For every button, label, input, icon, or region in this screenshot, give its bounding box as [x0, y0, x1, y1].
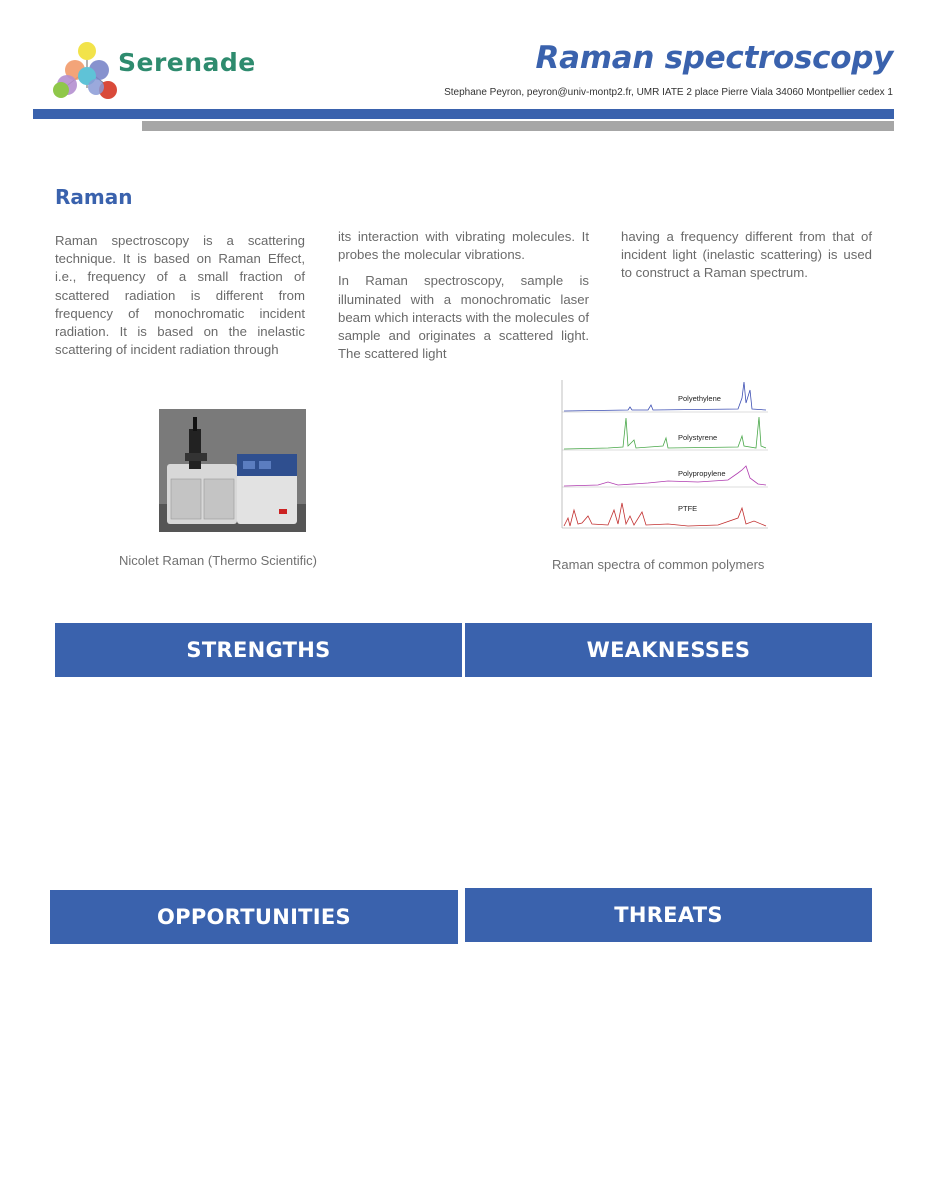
contact-line: Stephane Peyron, peyron@univ-montp2.fr, UMR IATE 2 place Pierre Viala 34060 Montpellier cedex 1: [444, 87, 893, 98]
polymer-spectra-figure: [538, 378, 772, 542]
ptfe-label: PTFE: [678, 504, 698, 513]
polyethylene-label: Polyethylene: [678, 394, 721, 403]
instrument-photo: [159, 409, 306, 532]
polystyrene-spectrum: [564, 417, 766, 449]
spectra-caption: Raman spectra of common polymers: [552, 557, 765, 572]
page-title: Raman spectroscopy: [535, 40, 893, 76]
polyethylene-spectrum: [564, 382, 766, 411]
text-column-2: [338, 228, 589, 371]
weaknesses-header: WEAKNESSES: [465, 623, 872, 677]
text-column-3: [621, 228, 872, 291]
brand-name: Serenade: [118, 48, 256, 77]
ptfe-spectrum: [564, 503, 766, 526]
strengths-header: STRENGTHS: [55, 623, 462, 677]
polypropylene-label: Polypropylene: [678, 469, 726, 478]
header-divider-gray: [142, 121, 894, 131]
text-column-1: [55, 232, 305, 367]
paragraph: Raman spectroscopy is a scattering technique. It is based on Raman Effect, i.e., frequency of a small fraction of scattered radiation is different from frequency of monochromatic incident radiation. It is based on the inelastic scattering of incident radiation through: [55, 233, 305, 358]
opportunities-header: OPPORTUNITIES: [50, 890, 458, 944]
polypropylene-spectrum: [564, 466, 766, 486]
polystyrene-label: Polystyrene: [678, 433, 718, 442]
instrument-caption: Nicolet Raman (Thermo Scientific): [119, 553, 317, 568]
paragraph: In Raman spectroscopy, sample is illuminated with a monochromatic laser beam which interacts with the molecules of sample and originates a scattered light. The scattered light: [338, 273, 589, 362]
threats-header: THREATS: [465, 888, 872, 942]
header-divider-blue: [33, 109, 894, 119]
section-heading: Raman: [55, 185, 133, 209]
paragraph: its interaction with vibrating molecules. It probes the molecular vibrations.: [338, 229, 589, 263]
paragraph: having a frequency different from that of incident light (inelastic scattering) is used to construct a Raman spectrum.: [621, 229, 872, 281]
